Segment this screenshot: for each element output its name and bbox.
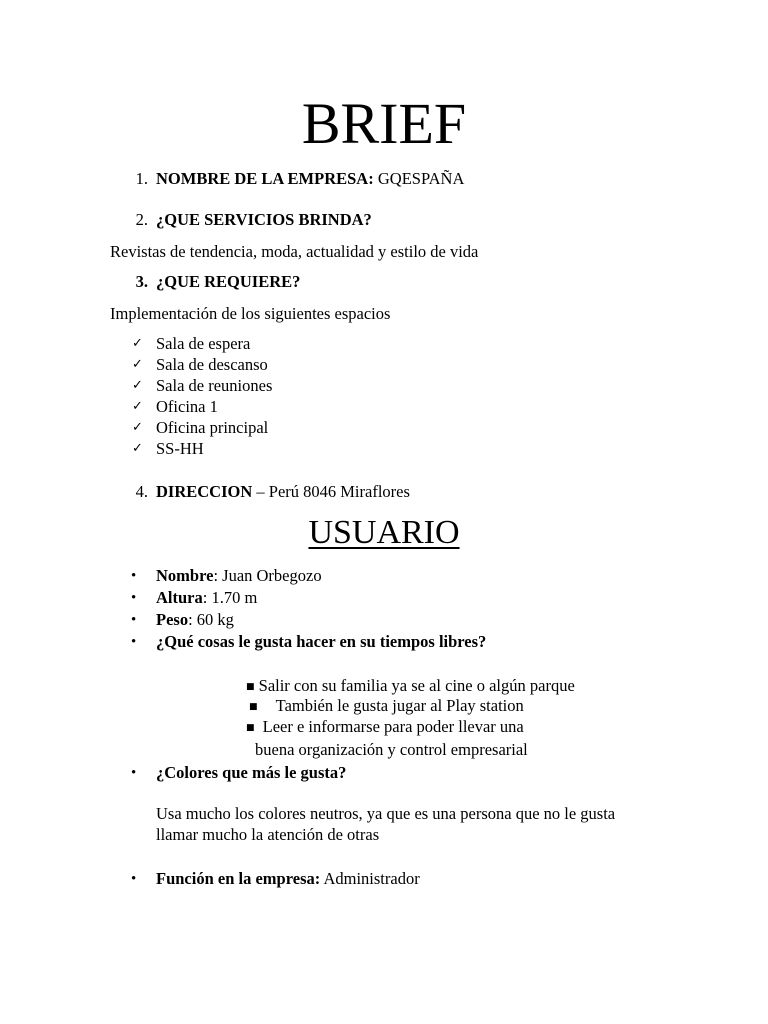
section-1-value: GQESPAÑA xyxy=(373,169,465,188)
section-2-number: 2. xyxy=(135,210,148,229)
square-bullet-icon: ■ xyxy=(249,702,258,712)
section-2-body: Revistas de tendencia, moda, actualidad y estilo de vida xyxy=(110,242,479,261)
usuario-heading xyxy=(0,513,768,553)
list-item-label: Sala de descanso xyxy=(156,355,268,374)
bullet-icon: • xyxy=(131,612,137,628)
funcion-label: Función en la empresa: xyxy=(156,869,321,888)
list-item-label: Oficina principal xyxy=(156,418,269,437)
list-item xyxy=(246,717,524,740)
hobby-text: Salir con su familia ya se al cine o algún parque xyxy=(258,676,575,695)
bullet-icon: • xyxy=(131,590,137,606)
hobby-text-continued: buena organización y control empresarial xyxy=(255,740,528,759)
list-item-label: Oficina 1 xyxy=(156,397,218,416)
section-1-label: NOMBRE DE LA EMPRESA: xyxy=(156,169,374,188)
field-label: Peso xyxy=(156,610,189,629)
field-label: Nombre xyxy=(156,566,214,585)
square-bullet-icon: ■ xyxy=(246,723,255,733)
list-item-label: Sala de reuniones xyxy=(156,376,273,395)
colors-answer-line-1: Usa mucho los colores neutros, ya que es una persona que no le gusta xyxy=(156,804,616,823)
field-value: : 1.70 m xyxy=(202,588,258,607)
hobby-text: Leer e informarse para poder llevar una xyxy=(262,717,524,736)
hobby-text: También le gusta jugar al Play station xyxy=(275,696,524,715)
bullet-icon: • xyxy=(131,634,137,650)
colors-answer-line-2: llamar mucho la atención de otras xyxy=(156,825,380,844)
section-4-value: – Perú 8046 Miraflores xyxy=(252,482,410,501)
section-1-number: 1. xyxy=(135,169,148,188)
list-item-label: Sala de espera xyxy=(156,334,251,353)
section-3-label: ¿QUE REQUIERE? xyxy=(156,272,301,291)
check-icon: ✓ xyxy=(132,399,143,414)
field-value: : 60 kg xyxy=(188,610,234,629)
check-icon: ✓ xyxy=(132,378,143,393)
list-item-label: SS-HH xyxy=(156,439,204,458)
check-icon: ✓ xyxy=(132,336,143,351)
section-2-label: ¿QUE SERVICIOS BRINDA? xyxy=(156,210,372,229)
section-4-number: 4. xyxy=(135,482,148,501)
page-title: BRIEF xyxy=(301,91,467,156)
hobbies-question: ¿Qué cosas le gusta hacer en su tiempos libres? xyxy=(156,632,487,651)
check-icon: ✓ xyxy=(132,357,143,372)
section-4-label: DIRECCION xyxy=(156,482,253,501)
field-value: : Juan Orbegozo xyxy=(213,566,322,585)
field-label: Altura xyxy=(156,588,203,607)
colors-question: ¿Colores que más le gusta? xyxy=(156,763,347,782)
usuario-heading-text: USUARIO xyxy=(308,514,460,551)
check-icon: ✓ xyxy=(132,441,143,456)
bullet-icon: • xyxy=(131,568,137,584)
funcion-value: Administrador xyxy=(320,869,420,888)
section-3-body: Implementación de los siguientes espacios xyxy=(110,304,391,323)
check-icon: ✓ xyxy=(132,420,143,435)
bullet-icon: • xyxy=(131,765,137,781)
section-3-number: 3. xyxy=(135,272,148,291)
square-bullet-icon: ■ xyxy=(246,682,255,692)
list-item xyxy=(249,696,524,719)
bullet-icon: • xyxy=(131,871,137,887)
